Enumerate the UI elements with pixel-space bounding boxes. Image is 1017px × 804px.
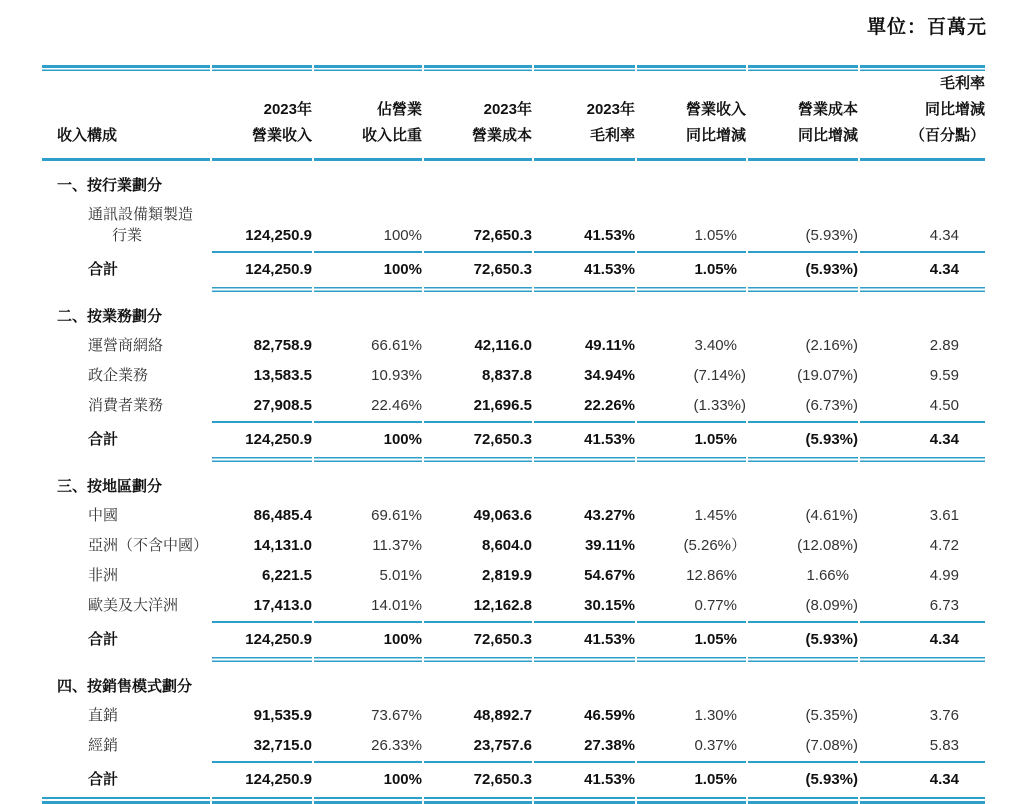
cell-cost-yoy: (6.73%): [805, 397, 858, 414]
column-header: 營業收入 同比增減: [685, 101, 746, 144]
cell-revenue-yoy: 1.05%: [694, 227, 737, 244]
cell-cost: 42,116.0: [474, 337, 532, 354]
cell-cost-yoy: (5.93%): [805, 771, 858, 788]
cell-cost-yoy: (5.93%): [805, 631, 858, 648]
table-bottom-rule: [42, 797, 985, 804]
cell-revenue-share: 5.01%: [379, 567, 422, 584]
rule-segment: [42, 797, 210, 804]
section-title: 四、按銷售模式劃分: [57, 678, 193, 695]
cell-cost-yoy: (5.93%): [805, 227, 858, 244]
cell-revenue-yoy: 1.05%: [694, 631, 737, 648]
table-row: [42, 391, 985, 421]
rule-segment: [212, 797, 312, 804]
cell-margin-yoy: 4.34: [929, 431, 959, 448]
cell-revenue: 17,413.0: [253, 597, 312, 614]
table-row: [42, 591, 985, 621]
cell-revenue: 124,250.9: [245, 227, 312, 244]
cell-revenue: 14,131.0: [253, 537, 312, 554]
row-label: 非洲: [88, 567, 119, 584]
cell-revenue-share: 22.46%: [371, 397, 422, 414]
column-header: 毛利率 同比增減 （百分點）: [909, 75, 985, 144]
cell-cost-yoy: (5.93%): [805, 431, 858, 448]
cell-revenue-share: 11.37%: [372, 537, 422, 554]
cell-margin-yoy: 5.83: [929, 737, 959, 754]
header-text: 收入構成: [57, 127, 118, 144]
column-header: 2023年 營業收入: [251, 101, 312, 144]
cell-margin: 49.11%: [584, 337, 635, 354]
cell-revenue-yoy: 12.86%: [686, 567, 737, 584]
cell-cost-yoy: 1.66%: [806, 567, 849, 584]
cell-cost: 8,604.0: [481, 537, 532, 554]
row-label: 歐美及大洋洲: [88, 597, 179, 614]
column-header: 2023年 營業成本: [471, 101, 532, 144]
cell-revenue: 13,583.5: [253, 367, 312, 384]
table-row: [42, 331, 985, 361]
cell-revenue: 27,908.5: [253, 397, 312, 414]
cell-margin-yoy: 4.72: [929, 537, 959, 554]
cell-cost-yoy: (12.08%): [797, 537, 858, 554]
cell-revenue-share: 100%: [383, 631, 422, 648]
rule-segment: [424, 797, 532, 804]
cell-cost: 23,757.6: [473, 737, 532, 754]
cell-revenue: 6,221.5: [261, 567, 312, 584]
cell-revenue-yoy: 1.05%: [694, 261, 737, 278]
cell-revenue: 124,250.9: [245, 261, 312, 278]
cell-cost: 72,650.3: [473, 431, 532, 448]
cell-revenue-yoy: 1.05%: [694, 771, 737, 788]
cell-margin: 43.27%: [584, 507, 635, 524]
cell-revenue-share: 73.67%: [371, 707, 422, 724]
section-row: [42, 462, 985, 501]
cell-revenue-yoy: (1.33%): [693, 397, 746, 414]
cell-cost: 8,837.8: [481, 367, 532, 384]
cell-revenue-share: 10.93%: [371, 367, 422, 384]
revenue-composition-table: [40, 65, 987, 804]
column-header: 佔營業 收入比重: [361, 101, 422, 144]
section-row: [42, 292, 985, 331]
cell-revenue-share: 100%: [383, 261, 422, 278]
cell-revenue-yoy: 1.05%: [694, 431, 737, 448]
cell-margin-yoy: 4.34: [929, 771, 959, 788]
total-row: [42, 253, 985, 287]
cell-margin: 41.53%: [584, 261, 635, 278]
cell-cost-yoy: (4.61%): [805, 507, 858, 524]
column-header: 營業成本 同比增減: [797, 101, 858, 144]
total-label: 合計: [88, 771, 119, 788]
cell-cost: 2,819.9: [481, 567, 532, 584]
cell-revenue: 124,250.9: [245, 631, 312, 648]
cell-revenue-yoy: 1.45%: [694, 507, 737, 524]
cell-revenue: 91,535.9: [253, 707, 312, 724]
cell-margin: 22.26%: [584, 397, 635, 414]
cell-revenue-share: 100%: [383, 431, 422, 448]
cell-revenue-share: 66.61%: [371, 337, 422, 354]
table-row: [42, 701, 985, 731]
total-row: [42, 763, 985, 797]
cell-cost-yoy: (7.08%): [805, 737, 858, 754]
cell-cost-yoy: (5.35%): [805, 707, 858, 724]
cell-revenue-yoy: 0.37%: [694, 737, 737, 754]
cell-revenue-yoy: 0.77%: [694, 597, 737, 614]
cell-margin-yoy: 3.61: [929, 507, 959, 524]
column-header: [42, 71, 210, 158]
cell-revenue-yoy: 3.40%: [694, 337, 737, 354]
section-row: [42, 161, 985, 200]
cell-margin: 41.53%: [584, 771, 635, 788]
rule-segment: [748, 797, 858, 804]
cell-margin: 41.53%: [584, 227, 635, 244]
cell-cost: 72,650.3: [473, 227, 532, 244]
cell-revenue-yoy: 1.30%: [694, 707, 737, 724]
row-label: 消費者業務: [88, 397, 164, 414]
table-row: [42, 561, 985, 591]
row-label: 通訊設備類製造 行業: [88, 206, 194, 244]
cell-margin-yoy: 6.73: [929, 597, 959, 614]
rule-segment: [860, 797, 985, 804]
row-label: 運營商網絡: [88, 337, 164, 354]
cell-margin: 39.11%: [584, 537, 635, 554]
table-row: [42, 361, 985, 391]
rule-segment: [534, 797, 635, 804]
cell-margin-yoy: 4.34: [929, 227, 959, 244]
total-label: 合計: [88, 431, 119, 448]
cell-margin-yoy: 4.34: [929, 261, 959, 278]
cell-margin-yoy: 4.50: [929, 397, 959, 414]
cell-revenue: 86,485.4: [253, 507, 312, 524]
row-label: 直銷: [88, 707, 119, 724]
cell-revenue-yoy: (5.26%）: [683, 537, 746, 554]
section-title: 一、按行業劃分: [57, 177, 163, 194]
table-row: [42, 531, 985, 561]
cell-revenue: 124,250.9: [245, 431, 312, 448]
cell-revenue-share: 100%: [383, 227, 422, 244]
cell-cost-yoy: (5.93%): [805, 261, 858, 278]
section-row: [42, 662, 985, 701]
cell-cost-yoy: (8.09%): [805, 597, 858, 614]
cell-margin-yoy: 2.89: [929, 337, 959, 354]
total-label: 合計: [88, 261, 119, 278]
cell-margin: 34.94%: [584, 367, 635, 384]
cell-margin: 30.15%: [584, 597, 635, 614]
table-row: [42, 200, 985, 251]
cell-cost: 21,696.5: [473, 397, 532, 414]
row-label: 政企業務: [88, 367, 149, 384]
cell-cost: 72,650.3: [473, 771, 532, 788]
cell-margin: 41.53%: [584, 431, 635, 448]
cell-margin-yoy: 9.59: [929, 367, 959, 384]
rule-segment: [314, 797, 422, 804]
unit-label: 單位：百萬元: [866, 17, 987, 38]
cell-cost: 48,892.7: [473, 707, 532, 724]
cell-margin: 41.53%: [584, 631, 635, 648]
cell-margin: 54.67%: [584, 567, 635, 584]
cell-revenue: 32,715.0: [253, 737, 312, 754]
total-label: 合計: [88, 631, 119, 648]
cell-margin-yoy: 3.76: [929, 707, 959, 724]
cell-cost: 49,063.6: [473, 507, 532, 524]
total-row: [42, 623, 985, 657]
cell-cost-yoy: (2.16%): [805, 337, 858, 354]
cell-revenue-share: 69.61%: [371, 507, 422, 524]
cell-margin-yoy: 4.99: [929, 567, 959, 584]
cell-revenue-share: 26.33%: [371, 737, 422, 754]
column-header: 2023年 毛利率: [586, 101, 635, 144]
table-row: [42, 501, 985, 531]
table-row: [42, 731, 985, 761]
cell-margin: 46.59%: [584, 707, 635, 724]
section-title: 三、按地區劃分: [57, 478, 163, 495]
cell-revenue-yoy: (7.14%): [693, 367, 746, 384]
row-label: 經銷: [88, 737, 119, 754]
cell-cost: 72,650.3: [473, 631, 532, 648]
cell-cost: 12,162.8: [473, 597, 532, 614]
cell-revenue: 82,758.9: [253, 337, 312, 354]
rule-segment: [637, 797, 746, 804]
cell-revenue: 124,250.9: [245, 771, 312, 788]
total-row: [42, 423, 985, 457]
header-row: [42, 71, 985, 158]
cell-cost-yoy: (19.07%): [797, 367, 858, 384]
section-title: 二、按業務劃分: [57, 308, 163, 325]
cell-revenue-share: 14.01%: [371, 597, 422, 614]
cell-margin-yoy: 4.34: [929, 631, 959, 648]
row-label: 亞洲（不含中國）: [88, 537, 209, 554]
cell-revenue-share: 100%: [383, 771, 422, 788]
row-label: 中國: [88, 507, 119, 524]
cell-margin: 27.38%: [584, 737, 635, 754]
cell-cost: 72,650.3: [473, 261, 532, 278]
